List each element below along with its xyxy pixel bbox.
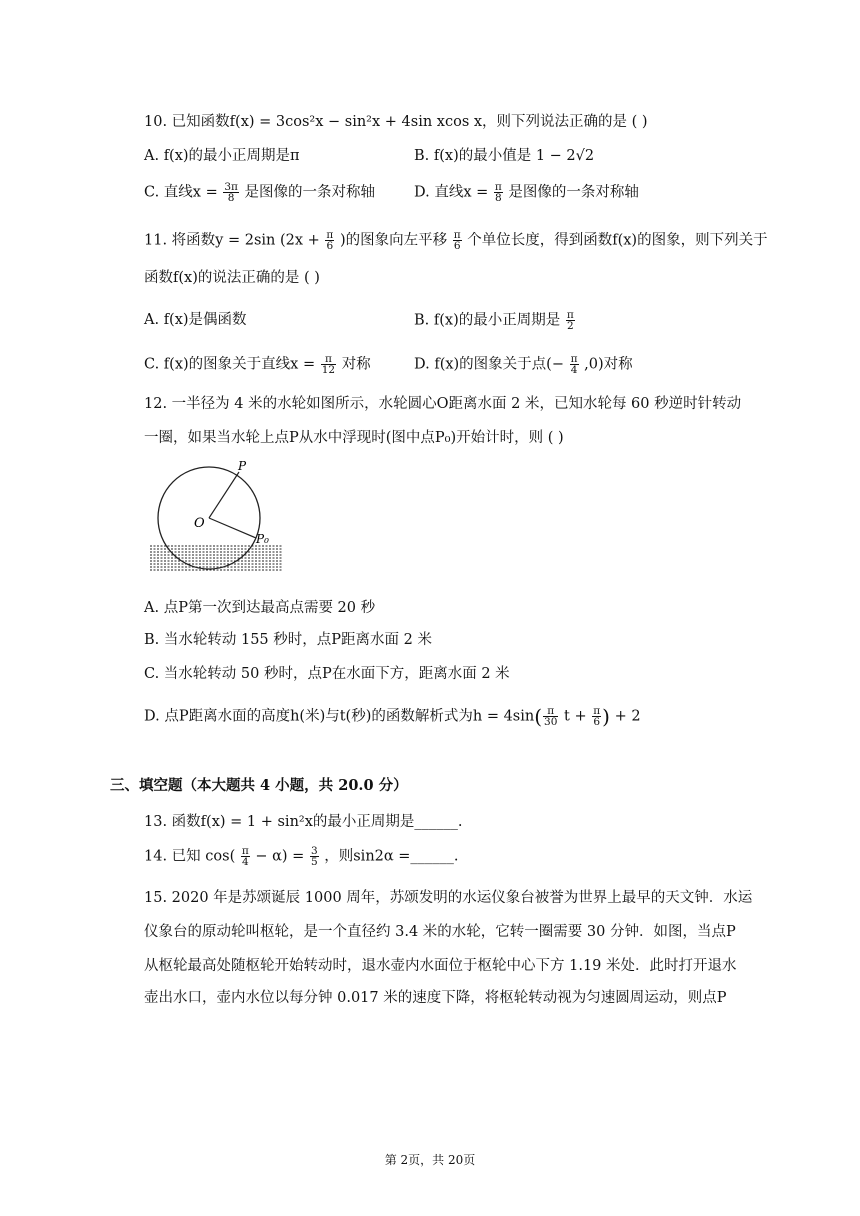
q12-option-d — [144, 706, 641, 727]
q12-stem-line2: 一圈，如果当水轮上点P从水中浮现时(图中点P₀)开始计时，则 ( ) — [144, 430, 564, 446]
q10-d-frac — [494, 182, 503, 203]
q12-d-den1: 30 — [544, 716, 558, 728]
q11-stem-num1: π — [326, 229, 334, 241]
radius-op — [209, 472, 239, 518]
q11-c-pre: C. f(x)的图象关于直线x = — [144, 356, 316, 373]
label-p0: P₀ — [256, 532, 269, 546]
q12-d-rparen: ) — [602, 704, 610, 729]
q11-stem-den2: 6 — [453, 240, 461, 252]
label-p: P — [238, 459, 247, 473]
q11-c-den: 12 — [321, 364, 336, 376]
water-wheel-figure — [140, 458, 290, 582]
q11-stem-frac2 — [453, 230, 462, 251]
q10-d-num: π — [494, 181, 502, 193]
q14-den2: 5 — [310, 856, 318, 868]
q11-b-frac — [566, 310, 575, 331]
page-footer: 第 2页，共 20页 — [384, 1153, 476, 1167]
q11-option-c — [144, 354, 371, 375]
q10-stem: 10. 已知函数f(x) = 3cos²x − sin²x + 4sin xcos x，则下列说法正确的是 ( ) — [144, 114, 648, 130]
q12-d-frac2 — [592, 706, 601, 727]
q11-d-den: 4 — [570, 364, 578, 376]
radius-op0 — [209, 518, 256, 538]
q10-d-den: 8 — [494, 192, 502, 204]
q11-stem-mid: )的图象向左平移 — [339, 232, 448, 249]
q10-d-post: 是图像的一条对称轴 — [508, 184, 639, 201]
q12-option-a: A. 点P第一次到达最高点需要 20 秒 — [144, 600, 376, 616]
q14-pre: 14. 已知 cos( — [144, 848, 236, 865]
q10-option-b: B. f(x)的最小值是 1 − 2√2 — [414, 148, 595, 164]
q11-stem-line1 — [144, 230, 768, 251]
q15-line3: 从枢轮最高处随枢轮开始转动时，退水壶内水面位于枢轮中心下方 1.19 米处．此时打开退水 — [144, 958, 737, 974]
q12-d-frac1 — [543, 706, 558, 727]
q12-option-c: C. 当水轮转动 50 秒时，点P在水面下方，距离水面 2 米 — [144, 666, 510, 682]
q11-option-b — [414, 310, 576, 331]
q10-option-d — [414, 182, 639, 203]
q11-c-frac — [321, 354, 336, 375]
q14-den1: 4 — [241, 856, 249, 868]
q11-stem-pre: 11. 将函数y = 2sin (2x + — [144, 232, 320, 249]
q11-d-pre: D. f(x)的图象关于点(− — [414, 356, 564, 373]
q12-d-num2: π — [593, 705, 601, 717]
q14-frac2 — [310, 846, 319, 867]
section-heading: 三、填空题（本大题共 4 小题，共 20.0 分） — [110, 777, 408, 794]
q11-c-num: π — [321, 354, 336, 365]
q12-d-pre: D. 点P距离水面的高度h(米)与t(秒)的函数解析式为h = 4sin — [144, 708, 535, 725]
q10-c-post: 是图像的一条对称轴 — [244, 184, 376, 201]
q11-b-den: 2 — [566, 320, 574, 332]
q12-d-post: + 2 — [614, 708, 641, 725]
q11-stem-num2: π — [453, 229, 461, 241]
q10-option-a: A. f(x)的最小正周期是π — [144, 148, 300, 164]
q14-post: ，则sin2α =______. — [324, 848, 459, 865]
q10-c-pre: C. 直线x = — [144, 184, 218, 201]
q11-option-d — [414, 354, 633, 375]
q12-d-den2: 6 — [593, 716, 601, 728]
q11-stem-line2: 函数f(x)的说法正确的是 ( ) — [144, 270, 320, 286]
q11-stem-post: 个单位长度，得到函数f(x)的图象，则下列关于 — [467, 232, 768, 249]
q15-line1: 15. 2020 年是苏颂诞辰 1000 周年，苏颂发明的水运仪象台被誉为世界上最早的天文钟．水运 — [144, 890, 753, 906]
q15-line2: 仪象台的原动轮叫枢轮，是一个直径约 3.4 米的水轮，它转一圈需要 30 分钟．如图，当点P — [144, 924, 736, 940]
q11-b-num: π — [566, 309, 574, 321]
q12-stem-line1: 12. 一半径为 4 米的水轮如图所示，水轮圆心O距离水面 2 米，已知水轮每 60 秒逆时针转动 — [144, 396, 742, 412]
q11-d-num: π — [570, 353, 578, 365]
q14-num1: π — [241, 845, 249, 857]
q10-c-frac — [223, 182, 239, 203]
q15-line4: 壶出水口，壶内水位以每分钟 0.017 米的速度下降，将枢轮转动视为匀速圆周运动，则点P — [144, 990, 727, 1006]
q14-num2: 3 — [310, 845, 318, 857]
q12-d-num1: π — [543, 706, 558, 717]
q12-option-b: B. 当水轮转动 155 秒时，点P距离水面 2 米 — [144, 632, 432, 648]
q11-stem-frac1 — [325, 230, 334, 251]
q10-c-den: 8 — [227, 192, 235, 204]
label-o: O — [194, 516, 205, 531]
q12-d-mid: t + — [564, 708, 587, 725]
q11-d-frac — [570, 354, 579, 375]
q13: 13. 函数f(x) = 1 + sin²x的最小正周期是______. — [144, 814, 463, 830]
q14-mid: − α) = — [255, 848, 305, 865]
q10-option-c — [144, 182, 375, 203]
q11-d-post: ,0)对称 — [584, 356, 633, 373]
q14-frac1 — [241, 846, 250, 867]
q11-stem-den1: 6 — [326, 240, 334, 252]
q14 — [144, 846, 459, 867]
q10-c-num: 3π — [224, 181, 238, 193]
q11-c-post: 对称 — [341, 356, 371, 373]
q11-b-pre: B. f(x)的最小正周期是 — [414, 312, 561, 329]
q10-d-pre: D. 直线x = — [414, 184, 489, 201]
q12-d-lparen: ( — [534, 704, 543, 729]
q11-option-a: A. f(x)是偶函数 — [144, 312, 247, 328]
